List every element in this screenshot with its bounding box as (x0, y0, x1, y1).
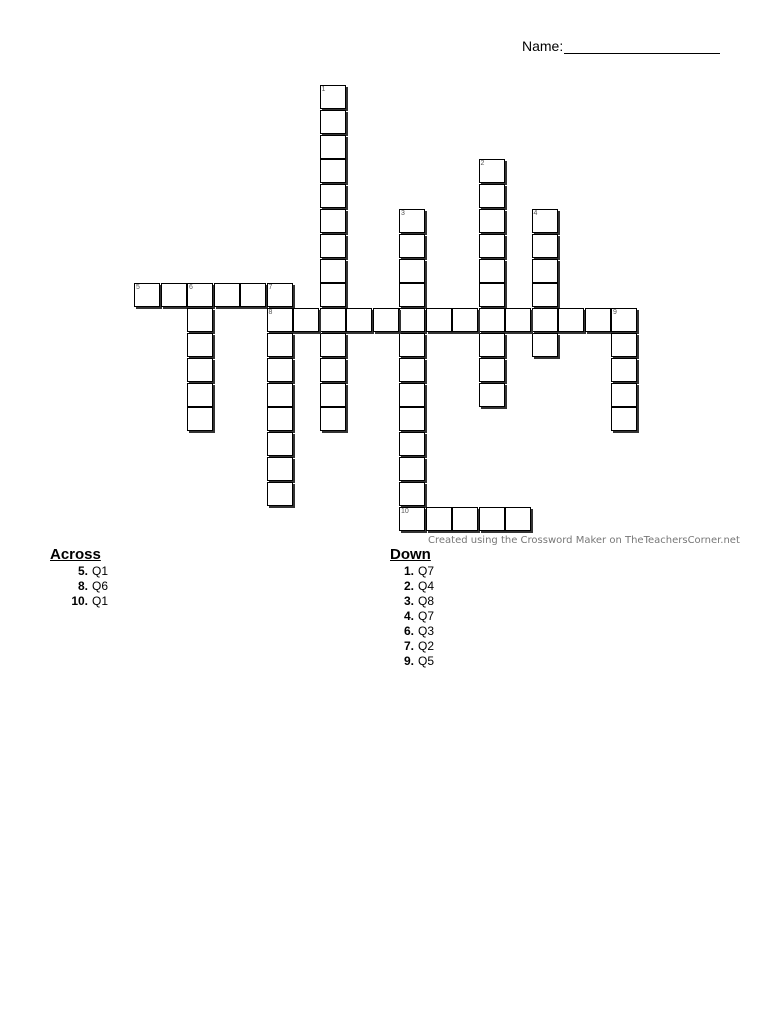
crossword-cell[interactable] (267, 308, 293, 332)
down-clue (390, 594, 434, 609)
clue-text: Q5 (418, 654, 435, 668)
crossword-cell[interactable] (320, 259, 346, 283)
crossword-cell[interactable] (373, 308, 399, 332)
down-clue (390, 654, 434, 669)
crossword-cell[interactable] (479, 358, 505, 382)
crossword-cell[interactable] (320, 283, 346, 307)
clue-text: Q3 (418, 624, 435, 638)
crossword-cell[interactable] (399, 234, 425, 258)
across-clue (50, 594, 108, 609)
clue-number: 8. (77, 579, 88, 593)
across-clue (50, 579, 108, 594)
crossword-cell[interactable] (187, 383, 213, 407)
crossword-cell[interactable] (399, 333, 425, 357)
clue-number: 9. (403, 654, 414, 668)
crossword-cell[interactable] (479, 184, 505, 208)
crossword-cell[interactable] (479, 209, 505, 233)
crossword-cell[interactable] (479, 308, 505, 332)
cell-number: 5 (136, 284, 140, 292)
crossword-cell[interactable] (320, 209, 346, 233)
crossword-cell[interactable] (505, 507, 531, 531)
clue-text: Q7 (418, 564, 435, 578)
crossword-cell[interactable] (267, 383, 293, 407)
down-clue (390, 639, 434, 654)
across-clue (50, 564, 108, 579)
crossword-cell[interactable] (532, 259, 558, 283)
crossword-cell[interactable] (479, 259, 505, 283)
crossword-cell[interactable] (320, 383, 346, 407)
crossword-cell[interactable] (452, 507, 478, 531)
cell-number: 8 (268, 309, 273, 317)
clue-number: 1. (403, 564, 414, 578)
crossword-cell[interactable] (320, 308, 346, 332)
crossword-cell[interactable] (267, 407, 293, 431)
crossword-cell[interactable] (426, 308, 452, 332)
crossword-cell[interactable] (320, 85, 346, 109)
down-clues (390, 546, 434, 669)
crossword-cell[interactable] (611, 308, 637, 332)
crossword-cell[interactable] (611, 407, 637, 431)
crossword-cell[interactable] (187, 358, 213, 382)
crossword-cell[interactable] (585, 308, 611, 332)
crossword-cell[interactable] (320, 333, 346, 357)
cell-number: 10 (401, 507, 409, 515)
crossword-cell[interactable] (267, 432, 293, 456)
name-label: Name: (522, 38, 564, 54)
clue-number: 4. (403, 609, 414, 623)
crossword-cell[interactable] (505, 308, 531, 332)
clue-text: Q7 (418, 609, 435, 623)
crossword-cell[interactable] (320, 234, 346, 258)
crossword-cell[interactable] (532, 333, 558, 357)
crossword-cell[interactable] (426, 507, 452, 531)
crossword-cell[interactable] (346, 308, 372, 332)
crossword-cell[interactable] (399, 482, 425, 506)
down-clue (390, 564, 434, 579)
crossword-cell[interactable] (320, 159, 346, 183)
crossword-cell[interactable] (399, 259, 425, 283)
clue-number: 7. (403, 639, 414, 653)
crossword-cell[interactable] (187, 283, 213, 307)
crossword-cell[interactable] (532, 283, 558, 307)
down-clue (390, 624, 434, 639)
crossword-cell[interactable] (479, 234, 505, 258)
clue-number: 3. (403, 594, 414, 608)
clue-text: Q6 (92, 579, 109, 593)
down-title: Down (390, 546, 431, 563)
crossword-cell[interactable] (267, 333, 293, 357)
clue-text: Q1 (92, 564, 109, 578)
crossword-cell[interactable] (399, 507, 425, 531)
cell-number: 6 (189, 284, 193, 292)
crossword-cell[interactable] (320, 110, 346, 134)
crossword-cell[interactable] (532, 209, 558, 233)
clue-number: 2. (403, 579, 414, 593)
down-clue (390, 579, 434, 594)
crossword-cell[interactable] (399, 383, 425, 407)
crossword-cell[interactable] (187, 407, 213, 431)
crossword-cell[interactable] (399, 308, 425, 332)
crossword-cell[interactable] (399, 407, 425, 431)
crossword-cell[interactable] (399, 209, 425, 233)
crossword-cell[interactable] (320, 135, 346, 159)
crossword-cell[interactable] (187, 308, 213, 332)
clue-number: 5. (77, 564, 88, 578)
cell-number: 7 (268, 284, 273, 292)
across-clues (50, 546, 108, 609)
clue-number: 10. (71, 594, 88, 608)
crossword-cell[interactable] (320, 407, 346, 431)
crossword-cell[interactable] (240, 283, 266, 307)
down-clue (390, 609, 434, 624)
crossword-cell[interactable] (479, 283, 505, 307)
crossword-cell[interactable] (134, 283, 160, 307)
cell-number: 2 (480, 160, 485, 168)
crossword-cell[interactable] (611, 333, 637, 357)
crossword-cell[interactable] (611, 383, 637, 407)
crossword-cell[interactable] (479, 507, 505, 531)
cell-number: 9 (613, 309, 617, 317)
crossword-cell[interactable] (532, 234, 558, 258)
clue-number: 6. (403, 624, 414, 638)
crossword-cell[interactable] (479, 383, 505, 407)
crossword-cell[interactable] (532, 308, 558, 332)
crossword-cell[interactable] (399, 457, 425, 481)
crossword-cell[interactable] (479, 333, 505, 357)
crossword-cell[interactable] (267, 283, 293, 307)
crossword-cell[interactable] (187, 333, 213, 357)
crossword-cell[interactable] (320, 184, 346, 208)
crossword-cell[interactable] (558, 308, 584, 332)
crossword-cell[interactable] (399, 432, 425, 456)
crossword-cell[interactable] (399, 283, 425, 307)
crossword-cell[interactable] (267, 482, 293, 506)
cell-number: 4 (533, 210, 538, 217)
crossword-cell[interactable] (479, 159, 505, 183)
cell-number: 1 (321, 86, 326, 93)
crossword-cell[interactable] (267, 457, 293, 481)
clue-text: Q1 (92, 594, 109, 608)
crossword-cell[interactable] (214, 283, 240, 307)
cell-number: 3 (401, 210, 405, 217)
clue-text: Q4 (418, 579, 435, 593)
crossword-cell[interactable] (161, 283, 187, 307)
crossword-cell[interactable] (611, 358, 637, 382)
crossword-cell[interactable] (267, 358, 293, 382)
crossword-cell[interactable] (399, 358, 425, 382)
clue-text: Q8 (418, 594, 435, 608)
crossword-cell[interactable] (293, 308, 319, 332)
crossword-cell[interactable] (452, 308, 478, 332)
credit-text: Created using the Crossword Maker on TheTeachersCorner.net (428, 535, 740, 546)
clue-text: Q2 (418, 639, 435, 653)
crossword-cell[interactable] (320, 358, 346, 382)
across-title: Across (50, 546, 101, 563)
